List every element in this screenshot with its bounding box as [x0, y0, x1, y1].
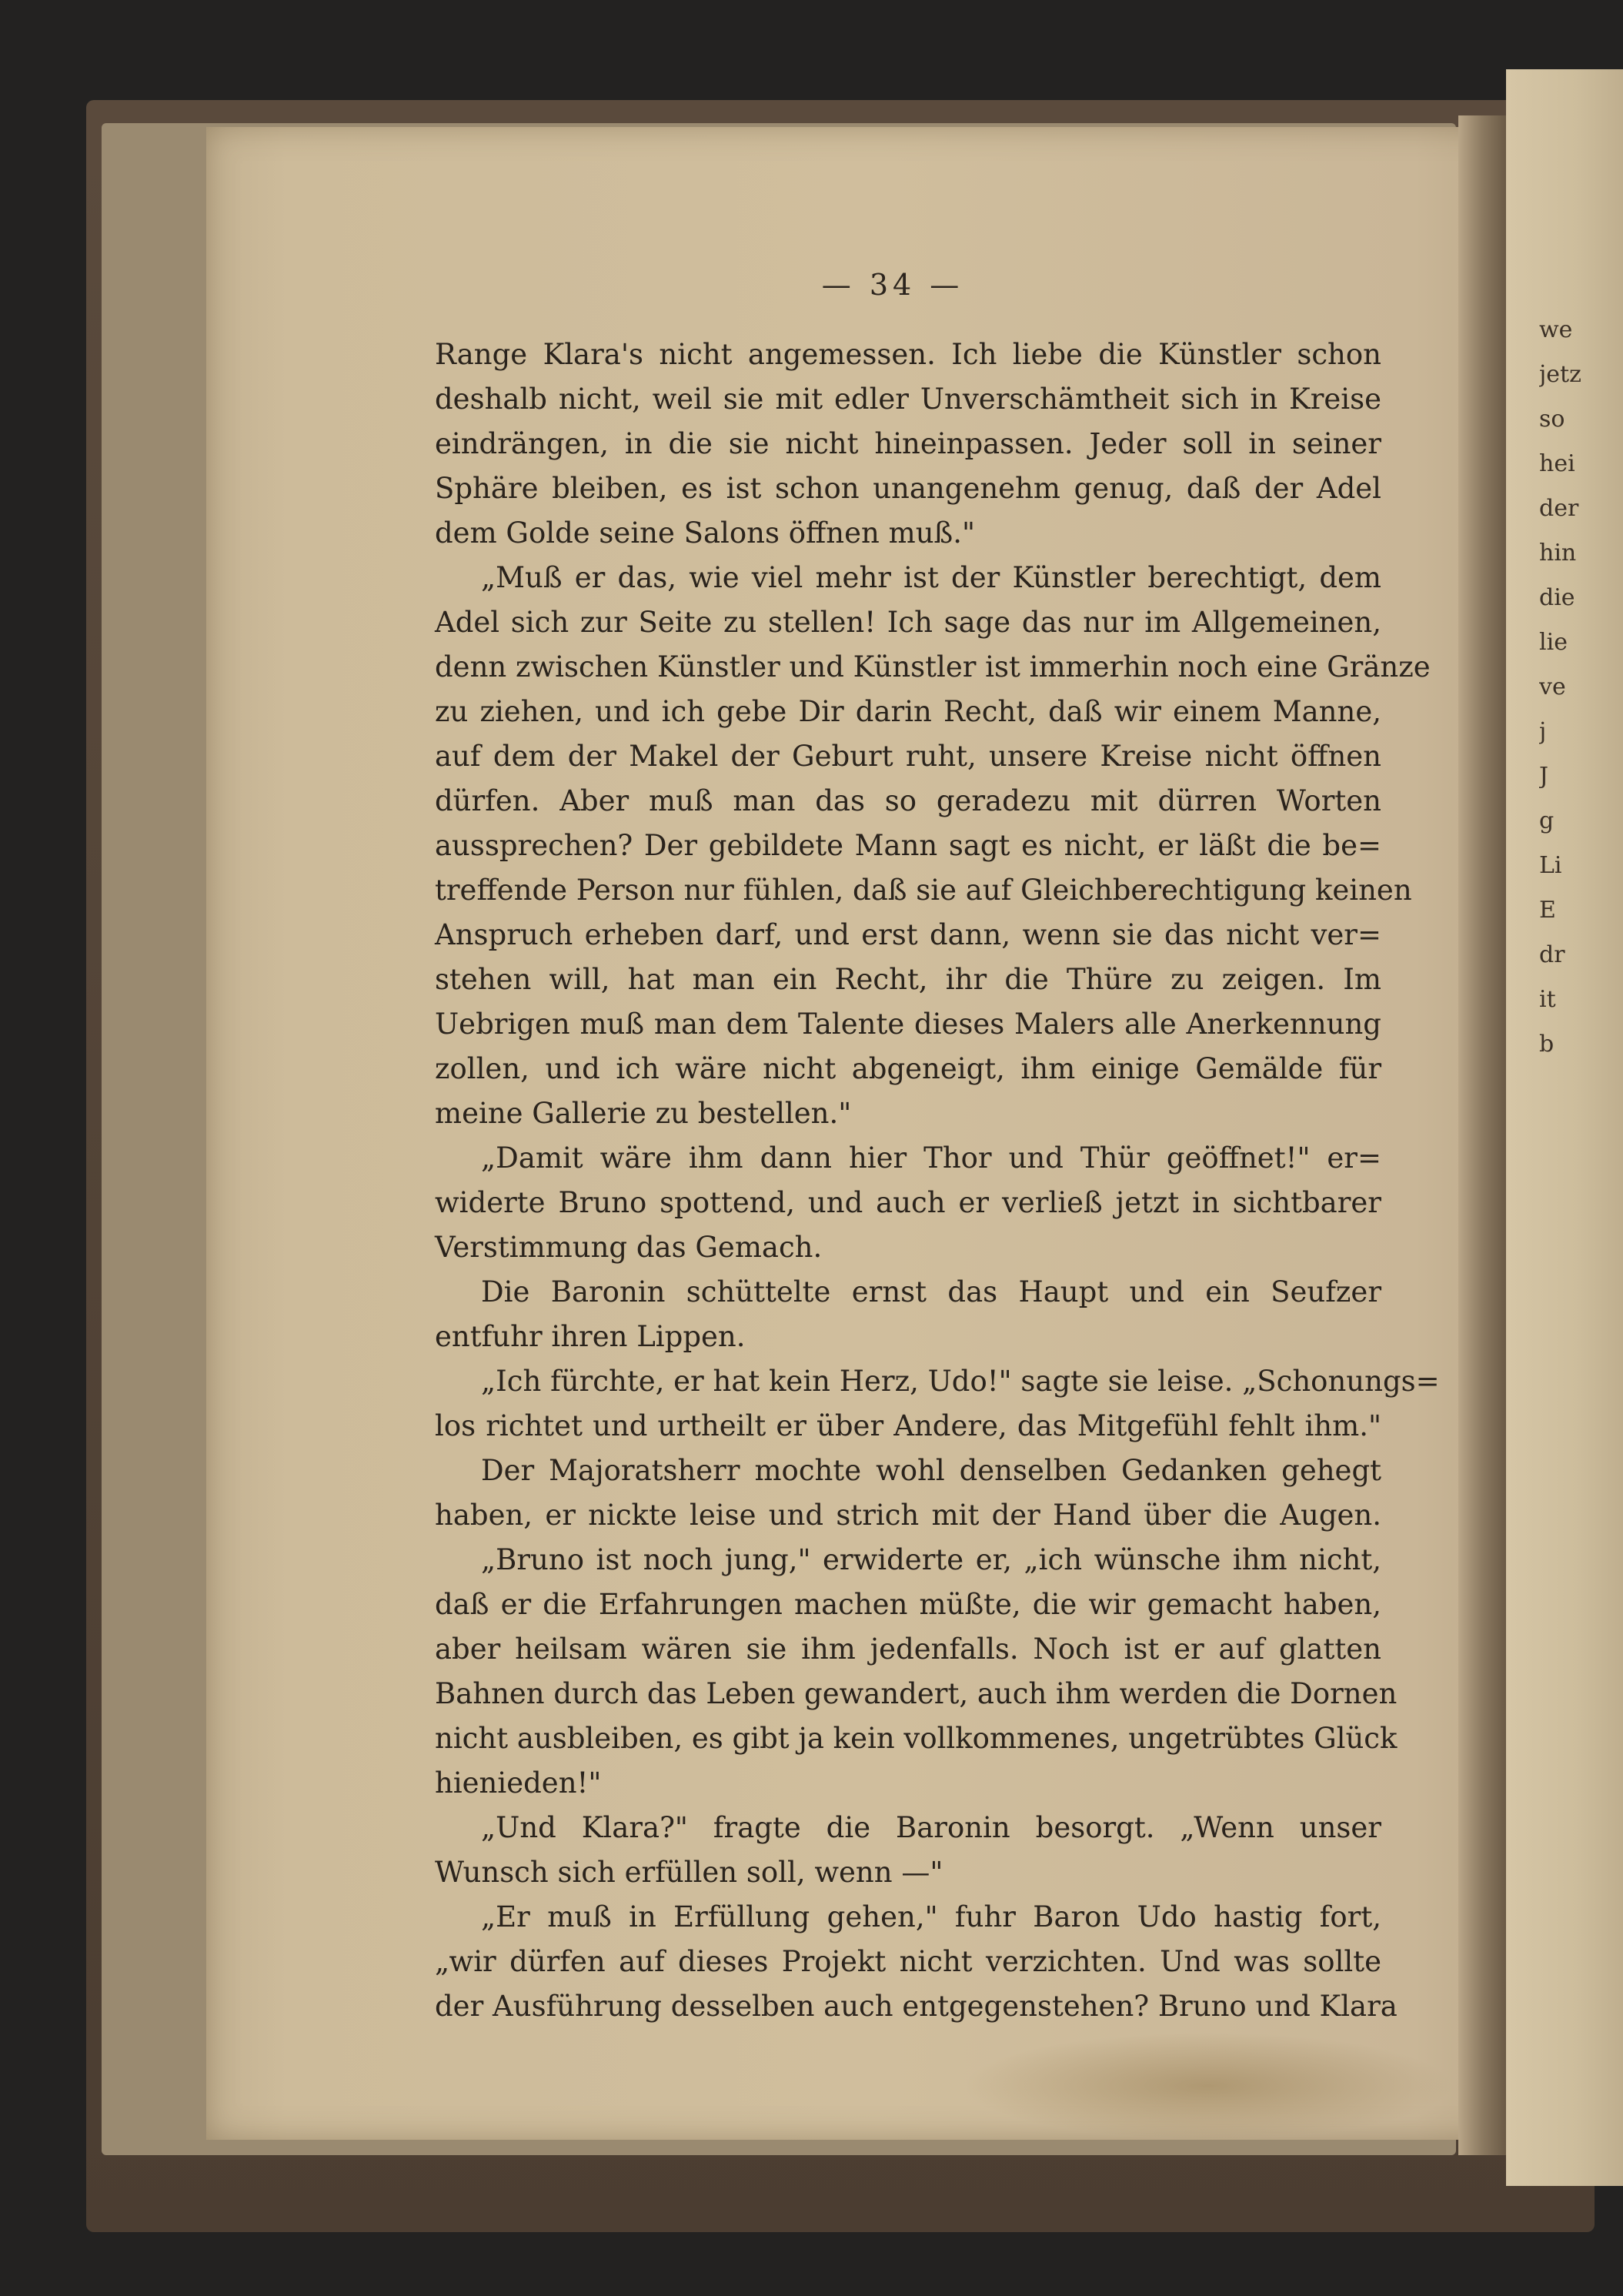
next-page-fragment: hei: [1539, 450, 1575, 477]
text-line: „Er muß in Erfüllung gehen," fuhr Baron Udo hastig fort,: [481, 1900, 1381, 1933]
book-gutter: [1458, 115, 1506, 2155]
next-page-fragment: it: [1539, 986, 1556, 1013]
next-page-fragment: J: [1539, 763, 1549, 790]
text-line: los richtet und urtheilt er über Andere, das Mitgefühl fehlt ihm.": [435, 1409, 1381, 1442]
text-line: auf dem der Makel der Geburt ruht, unsere Kreise nicht öffnen: [435, 740, 1381, 773]
text-line: haben, er nickte leise und strich mit der Hand über die Augen.: [435, 1499, 1381, 1532]
text-line: „Muß er das, wie viel mehr ist der Künstler berechtigt, dem: [481, 561, 1381, 594]
next-page-fragment: der: [1539, 495, 1579, 522]
text-line: eindrängen, in die sie nicht hineinpassen. Jeder soll in seiner: [435, 427, 1381, 460]
next-page-fragment: b: [1539, 1031, 1555, 1058]
page-number: — 34 —: [821, 268, 964, 302]
paper-stain: [962, 2032, 1454, 2140]
next-page-fragments: [1539, 308, 1623, 1385]
text-line: Range Klara's nicht angemessen. Ich liebe die Künstler schon: [435, 338, 1381, 371]
next-page-fragment: ve: [1539, 673, 1566, 700]
text-line: der Ausführung desselben auch entgegenstehen? Bruno und Klara: [435, 1990, 1398, 2023]
text-line: nicht ausbleiben, es gibt ja kein vollkommenes, ungetrübtes Glück: [435, 1722, 1398, 1755]
text-line: widerte Bruno spottend, und auch er verließ jetzt in sichtbarer: [435, 1186, 1381, 1219]
page-text: [435, 333, 1440, 2029]
text-line: „Ich fürchte, er hat kein Herz, Udo!" sagte sie leise. „Schonungs=: [481, 1365, 1440, 1398]
text-line: „Bruno ist noch jung," erwiderte er, „ich wünsche ihm nicht,: [481, 1543, 1381, 1576]
text-line: „Und Klara?" fragte die Baronin besorgt. „Wenn unser: [481, 1811, 1381, 1844]
text-line: Adel sich zur Seite zu stellen! Ich sage das nur im Allgemeinen,: [435, 606, 1381, 639]
text-line: zollen, und ich wäre nicht abgeneigt, ihm einige Gemälde für: [435, 1052, 1381, 1085]
text-line: „wir dürfen auf dieses Projekt nicht verzichten. Und was sollte: [435, 1945, 1381, 1978]
next-page-fragment: Li: [1539, 852, 1562, 879]
text-line: „Damit wäre ihm dann hier Thor und Thür geöffnet!" er=: [481, 1141, 1381, 1175]
next-page-fragment: E: [1539, 897, 1556, 924]
text-line: entfuhr ihren Lippen.: [435, 1320, 746, 1353]
text-line: Wunsch sich erfüllen soll, wenn —": [435, 1856, 943, 1889]
next-page-fragment: hin: [1539, 540, 1577, 566]
text-line: dürfen. Aber muß man das so geradezu mit dürren Worten: [435, 784, 1381, 817]
text-line: dem Golde seine Salons öffnen muß.": [435, 516, 976, 550]
text-line: treffende Person nur fühlen, daß sie auf Gleichberechtigung keinen: [435, 874, 1412, 907]
next-page-fragment: so: [1539, 406, 1565, 433]
text-line: daß er die Erfahrungen machen müßte, die wir gemacht haben,: [435, 1588, 1381, 1621]
next-page-fragment: die: [1539, 584, 1575, 611]
next-page-fragment: dr: [1539, 941, 1565, 968]
text-line: Sphäre bleiben, es ist schon unangenehm genug, daß der Adel: [435, 472, 1381, 505]
next-page-fragment: jetz: [1539, 361, 1581, 388]
text-line: deshalb nicht, weil sie mit edler Unverschämtheit sich in Kreise: [435, 383, 1381, 416]
text-line: zu ziehen, und ich gebe Dir darin Recht, daß wir einem Manne,: [435, 695, 1381, 728]
text-line: Der Majoratsherr mochte wohl denselben Gedanken gehegt: [481, 1454, 1381, 1487]
next-page-fragment: g: [1539, 807, 1555, 834]
text-line: Verstimmung das Gemach.: [435, 1231, 823, 1264]
text-line: Uebrigen muß man dem Talente dieses Malers alle Anerkennung: [435, 1008, 1381, 1041]
text-line: Anspruch erheben darf, und erst dann, wenn sie das nicht ver=: [435, 918, 1381, 951]
text-line: aussprechen? Der gebildete Mann sagt es nicht, er läßt die be=: [435, 829, 1381, 862]
text-line: meine Gallerie zu bestellen.": [435, 1097, 852, 1130]
text-line: aber heilsam wären sie ihm jedenfalls. Noch ist er auf glatten: [435, 1633, 1381, 1666]
next-page-fragment: we: [1539, 316, 1573, 343]
text-line: Die Baronin schüttelte ernst das Haupt und ein Seufzer: [481, 1275, 1381, 1308]
text-line: stehen will, hat man ein Recht, ihr die Thüre zu zeigen. Im: [435, 963, 1381, 996]
next-page-fragment: lie: [1539, 629, 1568, 656]
text-line: Bahnen durch das Leben gewandert, auch ihm werden die Dornen: [435, 1677, 1398, 1710]
text-line: hienieden!": [435, 1766, 602, 1800]
text-line: denn zwischen Künstler und Künstler ist immerhin noch eine Gränze: [435, 650, 1431, 683]
next-page-fragment: j: [1539, 718, 1547, 745]
